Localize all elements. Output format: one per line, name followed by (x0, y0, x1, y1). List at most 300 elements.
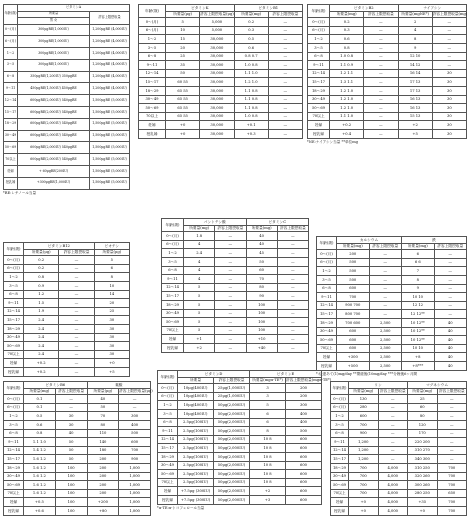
age-cell: 0〜(月) (4, 395, 24, 404)
value-cell: 40 (434, 327, 467, 336)
value-cell: 10 8 (250, 478, 286, 487)
value-cell: 10 12** (402, 327, 435, 336)
value-cell: 80 (246, 283, 277, 292)
value-cell: 30 (432, 86, 466, 95)
value-cell: — (437, 446, 467, 455)
table-row (4, 130, 130, 142)
age-cell: 70以上 (158, 478, 178, 487)
table-row (4, 481, 151, 490)
value-cell: 25 (166, 52, 200, 61)
table-row (4, 367, 130, 376)
age-cell: 30〜49 (4, 130, 18, 142)
age-cell: 6〜8 (4, 429, 24, 438)
value-cell: 10 12** (402, 318, 435, 327)
value-cell: — (268, 26, 302, 35)
value-cell: — (215, 240, 246, 249)
value-cell: 65 55 (166, 86, 200, 95)
vitamin-b6-title: ビタミンB6 (24, 382, 88, 389)
value-cell: — (434, 301, 467, 310)
table-row (317, 258, 467, 267)
value-cell: +0 (349, 498, 379, 507)
value-cell: 400 (119, 420, 151, 429)
value-cell: 30,000 (200, 86, 234, 95)
value-cell: 300μgRE(1,000IU) (18, 48, 90, 60)
table-row (4, 498, 151, 507)
value-cell: 170 (408, 429, 438, 438)
table-row (4, 342, 130, 351)
value-cell: — (378, 429, 408, 438)
value-cell: — (277, 257, 308, 266)
age-cell: 15〜17 (308, 78, 330, 87)
value-cell: 600 (337, 284, 370, 293)
table-row (331, 420, 467, 429)
value-cell: — (378, 438, 408, 447)
value-cell: — (432, 18, 466, 27)
value-cell: 30 (432, 95, 466, 104)
vitamin-e-title: ビタミンE (250, 371, 322, 378)
age-cell: 1〜2 (331, 412, 349, 421)
column-header: 許容上限摂取量 (277, 225, 308, 232)
value-cell: — (277, 232, 308, 241)
age-cell: 1〜2 (139, 35, 166, 44)
value-cell: — (59, 350, 94, 359)
column-header: 所要量(mg) (246, 225, 277, 232)
value-cell: 2.5μg(100IU) (178, 478, 214, 487)
age-cell: 50〜69 (4, 142, 18, 154)
table-row (317, 275, 467, 284)
value-cell: 10μg(400IU) (178, 409, 214, 418)
value-cell: 500 (337, 275, 370, 284)
value-cell: 2.5μg(100IU) (178, 452, 214, 461)
value-cell: 200 (87, 472, 119, 481)
value-cell: 300 260 (408, 481, 438, 490)
table-row (158, 478, 322, 487)
value-cell: 9 (398, 43, 432, 52)
value-cell: 1,200μgRE (4,000IU) (90, 59, 130, 71)
value-cell: — (277, 249, 308, 258)
age-cell: 6〜8 (308, 52, 330, 61)
value-cell: 100 (55, 489, 87, 498)
age-cell: 授乳婦 (331, 506, 349, 515)
value-cell: 14 12 (398, 61, 432, 70)
table-row (4, 455, 151, 464)
age-cell: 0〜(月) (4, 24, 18, 36)
value-cell: 15 13 (398, 112, 432, 121)
value-cell: 700 (337, 293, 370, 302)
value-cell: 0.1 (24, 395, 56, 404)
age-cell: 12〜14 (4, 95, 18, 107)
value-cell: 4,000 (378, 463, 408, 472)
age-cell: 30〜49 (158, 461, 178, 470)
value-cell: +200 (87, 498, 119, 507)
age-cell: 6〜8 (4, 290, 24, 299)
age-cell: 3〜5 (317, 275, 337, 284)
value-cell: 1,200μgRE (4,000IU) (90, 36, 130, 48)
value-cell: +300 (337, 353, 370, 362)
value-cell: — (277, 326, 308, 335)
value-cell: 10μg(400IU) (178, 392, 214, 401)
value-cell: 900 700 (337, 301, 370, 310)
column-header: 所要量(mgNE*) (398, 11, 432, 18)
value-cell: 1,500μgRE (5,000IU) (90, 118, 130, 130)
table-row (308, 78, 467, 87)
value-cell: 320 260 (408, 472, 438, 481)
value-cell: 4 (184, 240, 215, 249)
value-cell: 1,500μgRE (5,000IU) (90, 166, 130, 178)
value-cell: 40 (246, 240, 277, 249)
value-cell: — (364, 95, 398, 104)
value-cell: 5,000 (200, 26, 234, 35)
value-cell: 40 (434, 344, 467, 353)
age-cell: 0〜(月) (139, 18, 166, 27)
value-cell: 0.2 (24, 256, 59, 265)
table-row (317, 353, 467, 362)
age-header: 年齢(歳) (308, 5, 330, 18)
value-cell: — (437, 429, 467, 438)
value-cell: +0.2 (24, 367, 59, 376)
value-cell: +80 (87, 506, 119, 515)
age-cell: 18〜29 (4, 118, 18, 130)
value-cell: 220 200 (408, 438, 438, 447)
value-cell: — (378, 420, 408, 429)
value-cell: — (215, 283, 246, 292)
value-cell: +1 (184, 335, 215, 344)
value-cell: 2.5μg(100IU) (178, 461, 214, 470)
age-cell: 50〜69 (4, 342, 24, 351)
value-cell: 1.6 1.2 (24, 463, 56, 472)
value-cell: 2.4 (24, 350, 59, 359)
age-cell: 15〜17 (162, 292, 184, 301)
table-row (4, 256, 130, 265)
age-cell: 12〜14 (139, 69, 166, 78)
value-cell: — (432, 61, 466, 70)
table-row (139, 95, 303, 104)
value-cell: 25 (408, 395, 438, 404)
value-cell: 600μgRE(2,000IU) 540μgRE (18, 95, 90, 107)
vitamin-b12-biotin-table (3, 242, 130, 377)
vitamin-a-block (3, 4, 130, 196)
value-cell: 50 (55, 446, 87, 455)
value-cell: — (268, 78, 302, 87)
table-row (4, 36, 130, 48)
age-cell: 30〜49 (4, 333, 24, 342)
value-cell: 12 12 (402, 301, 435, 310)
column-header: 許容上限摂取量 (438, 389, 465, 394)
value-cell: 1.0 0.8 (234, 61, 268, 70)
value-cell: 700 (119, 446, 151, 455)
value-cell: 40 (434, 353, 467, 362)
value-cell: 1,500μgRE (5,000IU) (90, 95, 130, 107)
age-cell: 0〜(月) (317, 250, 337, 259)
age-cell: 妊婦 (308, 121, 330, 130)
column-header: 許容上限摂取量 (215, 225, 246, 232)
value-cell: 30,000 (200, 121, 234, 130)
value-cell: 600 (286, 452, 322, 461)
value-cell: 600 (119, 438, 151, 447)
value-cell: 120 (408, 420, 438, 429)
table-row (317, 267, 467, 276)
value-cell: — (369, 310, 402, 319)
age-cell: 18〜29 (139, 86, 166, 95)
value-cell: 25 (94, 307, 129, 316)
value-cell: — (432, 52, 466, 61)
value-cell: — (268, 52, 302, 61)
column-header: 許容上限摂取量 (59, 249, 94, 256)
value-cell: 50μg(2,000IU) (214, 487, 250, 496)
age-cell: 1〜2 (4, 412, 24, 421)
value-cell: 30 (55, 412, 87, 421)
value-cell: +0.3 (234, 129, 268, 138)
value-cell: 0.9 (24, 281, 59, 290)
value-cell: — (437, 412, 467, 421)
age-cell: 授乳婦 (4, 177, 18, 189)
age-cell: 6〜(月) (4, 264, 24, 273)
value-cell: 2.5μg(100IU) (178, 470, 214, 479)
value-cell: 65 55 (166, 112, 200, 121)
table-row (139, 129, 303, 138)
column-header: 所要量(mg) (234, 11, 268, 18)
table-row (158, 384, 322, 393)
value-cell: 2.5μg(100IU) (178, 418, 214, 427)
age-header: 年齢(歳) (162, 219, 184, 232)
age-cell: 70以上 (317, 344, 337, 353)
table-row (4, 83, 130, 95)
value-cell: — (364, 112, 398, 121)
age-cell: 6〜8 (317, 284, 337, 293)
value-cell: 310 270 (408, 446, 438, 455)
value-cell: 4 (184, 275, 215, 284)
value-cell: 5 (184, 326, 215, 335)
table-row (308, 69, 467, 78)
value-cell: 4,000 (378, 489, 408, 498)
value-cell: — (215, 275, 246, 284)
value-cell: 700 (349, 463, 379, 472)
value-cell: +7.5μg (300IU) (178, 495, 214, 504)
table-row (158, 470, 322, 479)
value-cell: 1,500μgRE (5,000IU) (90, 130, 130, 142)
value-cell: — (437, 438, 467, 447)
value-cell: 100 (246, 300, 277, 309)
table-row (308, 129, 467, 138)
value-cell: — (369, 293, 402, 302)
value-cell: 16 13 (398, 95, 432, 104)
table-row (331, 498, 467, 507)
value-cell: 40 (55, 429, 87, 438)
age-cell: 9〜11 (139, 61, 166, 70)
value-cell: 0.8 (330, 43, 364, 52)
value-cell: 0.6 (330, 35, 364, 44)
age-cell: 70以上 (4, 489, 24, 498)
value-cell: 0.8 (24, 273, 59, 282)
table-row (162, 292, 309, 301)
table-row (158, 452, 322, 461)
age-cell: 授乳婦 (308, 129, 330, 138)
value-cell: — (59, 281, 94, 290)
value-cell: 16 13 (398, 104, 432, 113)
vitamin-b1-title: ビタミンB1 (234, 5, 303, 12)
value-cell: 10 8 (250, 452, 286, 461)
age-cell: 50〜69 (308, 104, 330, 113)
age-cell: 6〜(月) (4, 36, 18, 48)
value-cell: 600 (286, 478, 322, 487)
value-cell: — (268, 95, 302, 104)
value-cell: 200 (286, 384, 322, 393)
value-cell: 5 (184, 318, 215, 327)
age-cell: 授乳婦 (139, 129, 166, 138)
value-cell: 1.1 0.8 (234, 86, 268, 95)
column-header: 許容上限摂取量 (379, 389, 406, 394)
value-cell: 180 (87, 446, 119, 455)
value-cell: — (215, 335, 246, 344)
table-row (162, 232, 309, 241)
biotin-title: ビオチン (94, 243, 129, 250)
value-cell: 60 (408, 403, 438, 412)
value-cell: 30 (94, 350, 129, 359)
table-row (162, 249, 309, 258)
value-cell: 1.2 1.0 (330, 95, 364, 104)
age-cell: 9〜11 (158, 427, 178, 436)
value-cell: 30,000 (200, 35, 234, 44)
value-cell: 700 (437, 463, 467, 472)
value-cell: — (364, 26, 398, 35)
value-cell: 15 (166, 35, 200, 44)
value-cell: +10 (246, 335, 277, 344)
table-row (139, 43, 303, 52)
value-cell: — (277, 309, 308, 318)
value-cell: 3 (250, 384, 286, 393)
value-cell: — (59, 359, 94, 368)
value-cell: 5 (166, 18, 200, 27)
age-cell: 30〜49 (139, 95, 166, 104)
value-cell: 30,000 (200, 78, 234, 87)
table-row (308, 43, 467, 52)
value-cell: 140 (87, 438, 119, 447)
vitamin-b2-niacin-block (307, 4, 467, 145)
value-cell: 200 (87, 489, 119, 498)
age-cell: 1〜2 (308, 35, 330, 44)
value-cell: 1,000 (119, 472, 151, 481)
column-header: 所要量(mgα-TE*) (250, 377, 286, 384)
value-cell: — (59, 316, 94, 325)
value-cell: 1.1 1.0 (234, 69, 268, 78)
value-cell: 0.3 (234, 26, 268, 35)
table-row (162, 275, 309, 284)
calcium-iron-table (316, 236, 467, 371)
value-cell: 1,200μgRE (4,000IU) (90, 48, 130, 60)
vitamin-a-title: ビタミンA (18, 5, 130, 12)
age-cell: 9〜11 (4, 83, 18, 95)
age-cell: 6〜(月) (158, 392, 178, 401)
value-cell: +5 (398, 129, 432, 138)
value-cell: 5 (184, 283, 215, 292)
age-cell: 15〜17 (139, 78, 166, 87)
age-cell: 18〜29 (317, 318, 337, 327)
age-cell: 70以上 (308, 112, 330, 121)
table-row (139, 104, 303, 113)
table-row (158, 427, 322, 436)
value-cell: 700 (349, 481, 379, 490)
value-cell: 8 (398, 35, 432, 44)
value-cell: 700 600 (337, 318, 370, 327)
value-cell: 340 300 (408, 455, 438, 464)
value-cell: 800 700 (337, 310, 370, 319)
value-cell: 2,500 (369, 318, 402, 327)
value-cell: 500 (337, 258, 370, 267)
value-cell: — (437, 403, 467, 412)
iron-title: 鉄 (402, 237, 467, 244)
value-cell: — (119, 403, 151, 412)
column-header: 所要量(μg) (166, 11, 200, 18)
value-cell: — (59, 299, 94, 308)
value-cell: 700 (437, 498, 467, 507)
value-cell: 2,500 (369, 327, 402, 336)
age-header: 年齢(歳) (158, 371, 178, 384)
value-cell: — (215, 232, 246, 241)
value-cell: 2.4 (24, 333, 59, 342)
value-cell: 280 250 (408, 489, 438, 498)
value-cell: — (378, 412, 408, 421)
value-cell: 40 (434, 336, 467, 345)
value-cell: 10 8 (250, 444, 286, 453)
value-cell: — (434, 267, 467, 276)
value-cell: 6 (94, 264, 129, 273)
age-cell: 3〜5 (4, 281, 24, 290)
value-cell: 2.4 (24, 316, 59, 325)
value-cell: 0.5 (24, 412, 56, 421)
value-cell: — (277, 300, 308, 309)
value-cell: — (437, 455, 467, 464)
table-row (331, 403, 467, 412)
age-cell: 1〜2 (4, 48, 18, 60)
value-cell: 300μgRE(1,000IU) (18, 36, 90, 48)
table-row (162, 240, 309, 249)
age-cell: 30〜49 (317, 327, 337, 336)
table-row (4, 118, 130, 130)
value-cell: +0 (166, 129, 200, 138)
table-row (308, 95, 467, 104)
value-cell: 100 (55, 463, 87, 472)
value-cell: 50μg(2,000IU) (214, 409, 250, 418)
table-row (317, 284, 467, 293)
table-row (4, 316, 130, 325)
value-cell: 600 (286, 495, 322, 504)
age-cell: 12〜14 (162, 283, 184, 292)
value-cell: 1.2 1.1 (330, 69, 364, 78)
value-cell: 600μgRE(2,000IU) 540μgRE (18, 142, 90, 154)
value-cell: — (369, 258, 402, 267)
value-cell: — (215, 343, 246, 352)
value-cell: 50 (87, 403, 119, 412)
vitamin-b6-folate-block (3, 381, 151, 516)
value-cell: — (268, 121, 302, 130)
age-cell: 6〜8 (158, 418, 178, 427)
upper-limit-header: 許容上限摂取量 (90, 11, 130, 24)
value-cell: +2 (398, 121, 432, 130)
value-cell: 1.1 0.8 (234, 104, 268, 113)
age-cell: 妊婦 (317, 353, 337, 362)
value-cell: — (268, 69, 302, 78)
value-cell: 80 (87, 420, 119, 429)
table-row (4, 177, 130, 189)
value-cell: 30 (432, 104, 466, 113)
value-cell: 310 250 (408, 463, 438, 472)
value-cell: 400 (286, 409, 322, 418)
table-row (158, 435, 322, 444)
table-row (139, 86, 303, 95)
value-cell: 12 10 (398, 52, 432, 61)
value-cell: 10 10 (402, 344, 435, 353)
value-cell: 30,000 (200, 112, 234, 121)
